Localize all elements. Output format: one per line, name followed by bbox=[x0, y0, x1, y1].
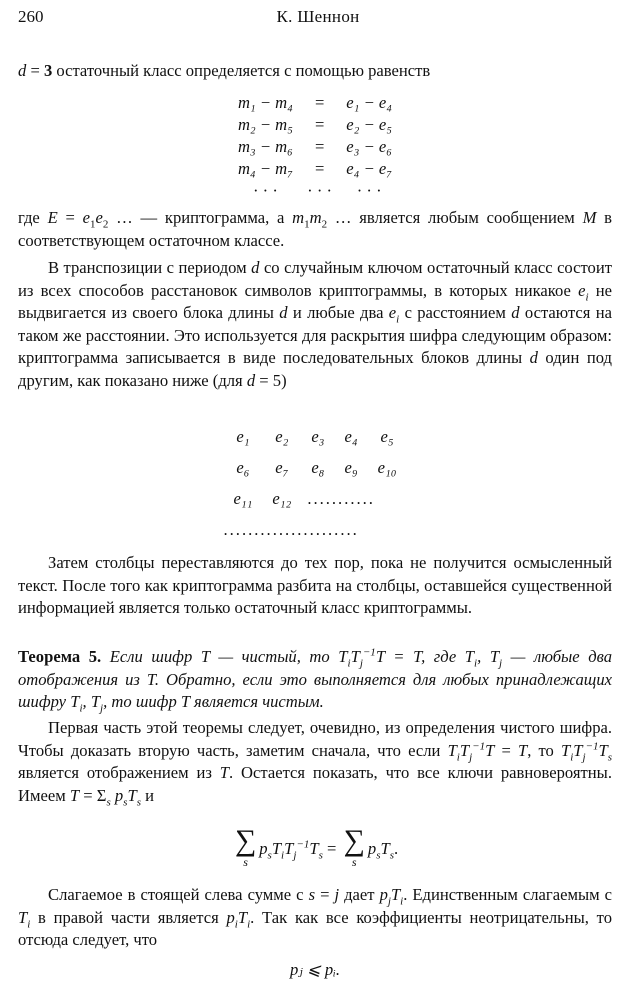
ellipsis: · · · bbox=[356, 181, 382, 200]
block-cell: e₆ bbox=[236, 458, 250, 478]
block-cell: e₈ bbox=[311, 458, 325, 478]
equation-lhs: m₄ − m₇ bbox=[237, 159, 293, 178]
equation-operator: = bbox=[314, 115, 325, 134]
final-inequality bbox=[18, 959, 612, 982]
equation-rhs: e₃ − e₆ bbox=[346, 137, 393, 156]
sum-sign: ∑ s bbox=[343, 824, 365, 869]
equation-row bbox=[232, 114, 398, 136]
block-cell: e₄ bbox=[344, 427, 358, 447]
sum-equation: ∑ s $p_sT_iT_j^{-1}T_s$ = ∑ s $p_sT_s$. bbox=[234, 824, 399, 869]
cryptogram-blocks bbox=[224, 422, 407, 546]
ellipsis: · · · bbox=[307, 181, 333, 200]
block-row bbox=[224, 515, 407, 546]
running-head: К. Шеннон bbox=[276, 7, 360, 26]
para-cryptogram-def: где $E = e_1e_2$ … — криптограмма, а $m_1m_2$ … является любым сообщением M в соответствующем остаточном классе. bbox=[18, 208, 613, 250]
block-cell: e₉ bbox=[344, 458, 358, 478]
para-residue-intro: d = 3 остаточный класс определяется с помощью равенств bbox=[18, 61, 431, 80]
equation-row bbox=[232, 158, 398, 180]
display-equation bbox=[18, 826, 612, 868]
equation-operator: = bbox=[314, 137, 325, 156]
block-layout bbox=[18, 422, 612, 546]
para-proof: Первая часть этой теоремы следует, очевидно, из определения чистого шифра. Чтобы доказать вторую часть, заметим сначала, что если $T_iT_j^{-1}T = T$, то $T_iT_j^{-1}T_s$ является отображением из T. Остается показать, что все ключи равновероятны. Имеем $T = \Sigma_s$ $p_sT_s$ и bbox=[18, 718, 612, 809]
ellipsis: · · · bbox=[253, 181, 278, 200]
para-transposition: В транспозиции с периодом d со случайным ключом остаточный класс состоит из всех способов расстановок символов криптограммы, в которых никакое $e_i$ не выдвигается из своего блока длины d и любые два $e_i$ с расстоянием d остаются на таком же расстоянии. Это используется для раскрытия шифра следующим образом: криптограмма записывается в виде последовательных блоков длины d один под другим, как показано ниже (для d = 5) bbox=[18, 258, 613, 390]
equation-row bbox=[232, 136, 398, 158]
equation-rhs: e₄ − e₇ bbox=[346, 159, 393, 178]
block-dots: ...................... bbox=[223, 520, 359, 540]
theorem-5: Теорема 5. Если шифр T — чистый, то $T_iT_j^{-1}T = T$, где $T_i$, $T_j$ — любые два отображения из T. Обратно, если это выполняется для любых принадлежащих шифру $T_i$, $T_j$, то шифр T является чистым. bbox=[18, 646, 612, 715]
equation-lhs: m₁ − m₄ bbox=[237, 93, 293, 112]
theorem-label: Теорема 5. bbox=[18, 647, 102, 666]
sum-sign: ∑ s bbox=[234, 824, 257, 869]
equation-operator: = bbox=[314, 159, 325, 178]
block-row bbox=[224, 453, 407, 484]
block-cell: e₃ bbox=[311, 427, 325, 447]
block-cell: e₇ bbox=[275, 458, 289, 478]
block-row bbox=[224, 484, 407, 515]
page-header bbox=[18, 6, 618, 30]
para-coefficients: Слагаемое в стоящей слева сумме с s = j дает $p_jT_i$. Единственным слагаемым с $T_i$ в правой части является $p_iT_i$. Так как все коэффициенты неотрицательны, то отсюда следует, что bbox=[18, 885, 612, 950]
equation-lhs: m₃ − m₆ bbox=[237, 137, 293, 156]
para-columns: Затем столбцы переставляются до тех пор, пока не получится осмысленный текст. После того как криптограмма разбита на столбцы, оставшейся существенной информацией является только остаточный класс криптограммы. bbox=[18, 553, 612, 618]
equation-operator: = bbox=[314, 93, 325, 112]
block-cell: e₁₁ bbox=[233, 489, 253, 509]
residue-equations bbox=[232, 92, 398, 202]
equation-block bbox=[18, 92, 612, 202]
equation-lhs: m₂ − m₅ bbox=[237, 115, 293, 134]
block-dots: ........... bbox=[307, 489, 375, 509]
block-cell: e₅ bbox=[380, 427, 394, 447]
block-cell: e₁₂ bbox=[272, 489, 292, 509]
para1-text: остаточный класс определяется с помощью равенств bbox=[56, 61, 431, 80]
equation-rhs: e₁ − e₄ bbox=[346, 93, 393, 112]
block-cell: e₁ bbox=[236, 427, 250, 447]
block-cell: e₁₀ bbox=[377, 458, 397, 478]
page-number: 260 bbox=[18, 7, 44, 26]
inequality: pⱼ ⩽ pᵢ. bbox=[290, 960, 340, 979]
equation-row bbox=[232, 92, 398, 114]
block-cell: e₂ bbox=[275, 427, 289, 447]
equation-rhs: e₂ − e₅ bbox=[346, 115, 393, 134]
equation-ellipsis-row bbox=[232, 180, 398, 202]
block-row bbox=[224, 422, 407, 453]
